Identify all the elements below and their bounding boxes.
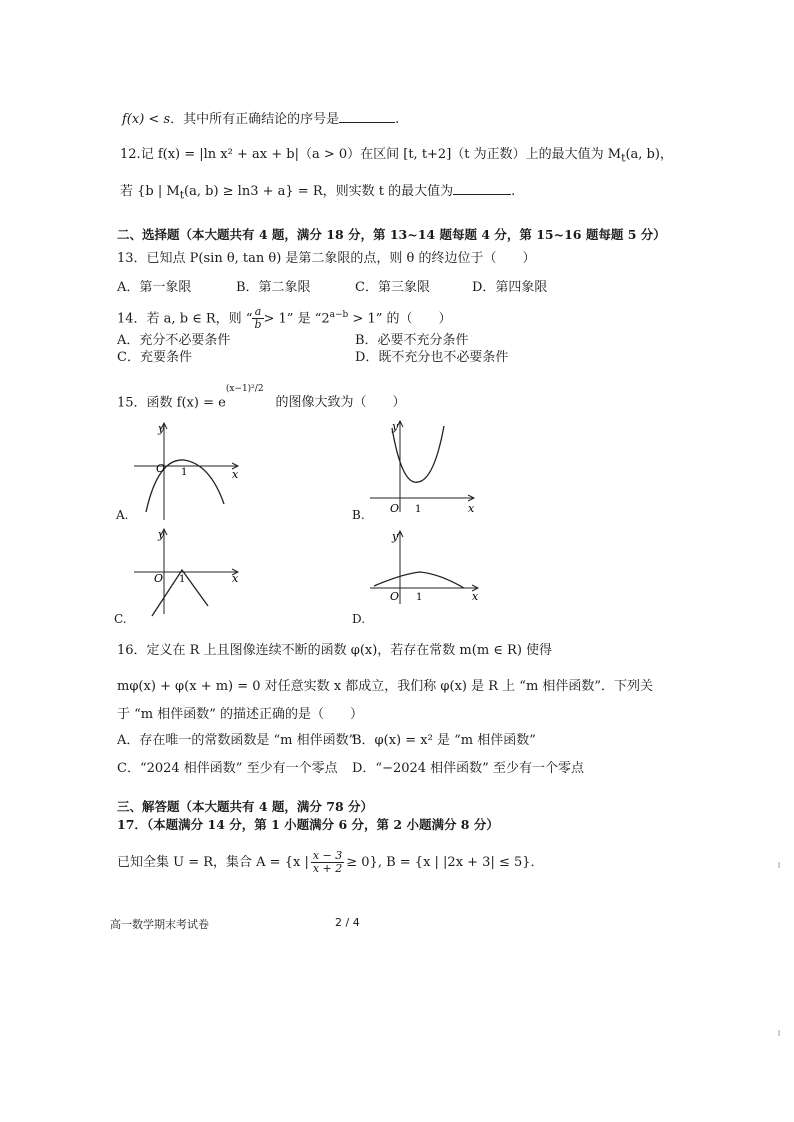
graph-c-y-label: y (158, 528, 165, 541)
q12-text-b: (a, b)， (625, 147, 673, 162)
section-3-title: 三、解答题（本大题共有 4 题，满分 78 分） (117, 799, 374, 814)
graph-b-y-label: y (392, 420, 399, 433)
q13-option-c[interactable]: C．第三象限 (355, 280, 430, 295)
q15-text-b: 的图像大致为（ ） (275, 395, 406, 411)
q12-line2-a: 若 {b | M (120, 184, 180, 199)
q11-end: . (395, 112, 400, 127)
q15-option-c[interactable]: C. (114, 612, 127, 626)
graph-d-x-label: x (472, 590, 479, 603)
q15-graph-d[interactable] (362, 528, 486, 608)
q14-text-c: > 1” 的（ ） (348, 311, 452, 327)
q16-line1: 16．定义在 R 上且图像连续不断的函数 φ(x)，若存在常数 m(m ∈ R) 使得 (117, 643, 553, 658)
q12-answer-blank[interactable] (453, 182, 511, 195)
graph-c-x-label: x (232, 572, 239, 585)
q15-stem (117, 384, 406, 412)
q13-option-a[interactable]: A．第一象限 (117, 280, 192, 295)
q13-option-b[interactable]: B．第二象限 (236, 280, 311, 295)
q14-option-a[interactable]: A．充分不必要条件 (117, 333, 231, 348)
q11-tail (122, 110, 399, 129)
q17-body (117, 848, 544, 878)
graph-b-tick-label: 1 (415, 504, 422, 515)
q13-option-d[interactable]: D．第四象限 (472, 280, 548, 295)
graph-d-origin-label: O (390, 590, 400, 603)
q16-option-a[interactable]: A．存在唯一的常数函数是 “m 相伴函数” (117, 733, 356, 748)
q14-frac-num: a (252, 306, 263, 319)
q17-fraction (311, 850, 344, 875)
q12-line2-sub: t (179, 188, 185, 202)
graph-a-origin-label: O (156, 462, 166, 475)
q11-answer-blank[interactable] (339, 110, 395, 123)
q14-text-b: > 1” 是 “2 (263, 311, 330, 327)
q12-line2-b: (a, b) ≥ ln3 + a} = R，则实数 t 的最大值为 (184, 184, 454, 199)
graph-a-tick-label: 1 (181, 467, 188, 478)
footer-title: 高一数学期末考试卷 (110, 918, 209, 931)
q12-line1 (120, 146, 673, 168)
graph-d-curve (374, 572, 464, 588)
q16-option-d[interactable]: D．“−2024 相伴函数” 至少有一个零点 (352, 761, 584, 776)
q12-line2 (120, 182, 515, 205)
q14-frac-den: b (254, 318, 262, 332)
q14-option-d[interactable]: D．既不充分也不必要条件 (355, 350, 509, 365)
q16-option-c[interactable]: C．“2024 相伴函数” 至少有一个零点 (117, 761, 338, 776)
q16-line3: 于 “m 相伴函数” 的描述正确的是（ ） (117, 707, 364, 722)
q11-expr: f(x) < s (122, 112, 171, 127)
q17-frac-num: x − 3 (312, 849, 343, 862)
graph-c-tick-label: 1 (179, 574, 186, 585)
q15-option-a[interactable]: A. (116, 508, 129, 522)
q11-text: ．其中所有正确结论的序号是 (170, 112, 340, 127)
q17-heading: 17．（本题满分 14 分，第 1 小题满分 6 分，第 2 小题满分 8 分） (117, 817, 499, 832)
q15-graph-a[interactable] (128, 420, 248, 530)
graph-d-y-label: y (392, 530, 399, 543)
graph-a-y-label: y (158, 422, 165, 435)
q17-text-a: 已知全集 U = R，集合 A = {x | (117, 855, 309, 870)
graph-c-origin-label: O (154, 572, 164, 585)
graph-b-x-label: x (468, 502, 475, 515)
q15-graph-c[interactable] (128, 526, 248, 618)
q12-end: . (511, 184, 516, 199)
graph-d-tick-label: 1 (416, 592, 423, 603)
q17-text-b: ≥ 0}, B = {x | |2x + 3| ≤ 5}． (346, 855, 544, 870)
q12-number: 12. (120, 147, 141, 162)
q12-sub: t (621, 151, 626, 165)
q15-graph-b[interactable] (362, 418, 482, 522)
q14-text-a: 14．若 a, b ∈ R，则 “ (117, 311, 253, 327)
q14-sup: a−b (329, 310, 349, 320)
q15-option-d[interactable]: D. (352, 612, 366, 626)
q14-option-b[interactable]: B．必要不充分条件 (355, 333, 469, 348)
q14-stem (117, 302, 452, 332)
graph-a-x-label: x (232, 468, 239, 481)
q12-text-a: 记 f(x) = |ln x² + ax + b|（a > 0）在区间 [t, t+2]（t 为正数）上的最大值为 M (140, 147, 622, 162)
section-2-title: 二、选择题（本大题共有 4 题，满分 18 分，第 13~14 题每题 4 分，第 15~16 题每题 5 分） (117, 227, 666, 242)
scan-artifact (778, 862, 780, 868)
q14-fraction (252, 306, 263, 331)
q17-frac-den: x + 2 (312, 862, 343, 875)
q16-line2: mφ(x) + φ(x + m) = 0 对任意实数 x 都成立，我们称 φ(x) 是 R 上 “m 相伴函数”．下列关 (117, 679, 654, 694)
scan-artifact (778, 1030, 780, 1036)
q16-option-b[interactable]: B．φ(x) = x² 是 “m 相伴函数” (352, 733, 536, 748)
q15-sup: (x−1)²/2 (225, 384, 264, 394)
q15-option-b[interactable]: B. (352, 508, 365, 522)
footer-page-number: 2 / 4 (335, 916, 360, 929)
graph-b-origin-label: O (390, 502, 400, 515)
q13-stem: 13．已知点 P(sin θ, tan θ) 是第二象限的点，则 θ 的终边位于（ ） (117, 251, 536, 266)
q14-option-c[interactable]: C．充要条件 (117, 350, 192, 365)
q15-text-a: 15．函数 f(x) = e (117, 395, 226, 411)
